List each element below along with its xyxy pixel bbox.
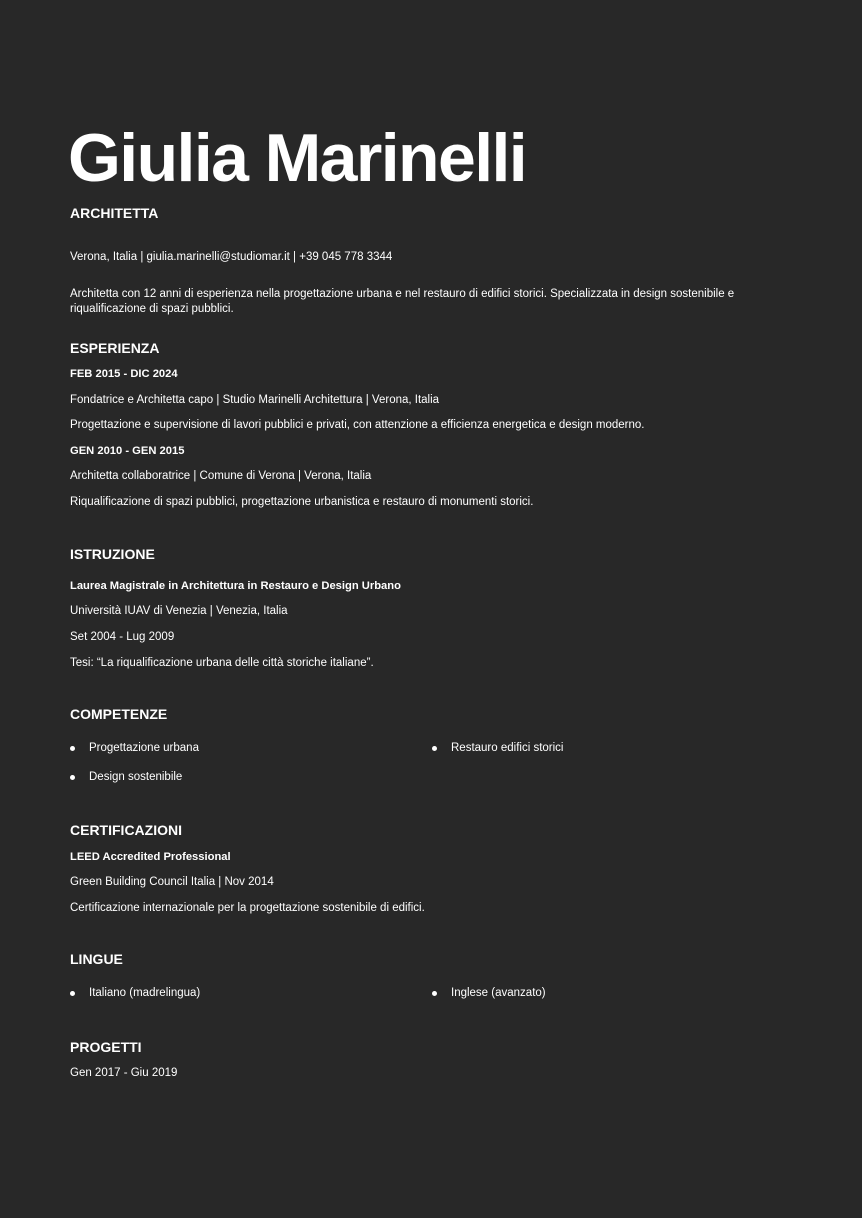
bullet-icon	[70, 775, 75, 780]
skill-label: Restauro edifici storici	[451, 742, 564, 754]
bullet-icon	[70, 991, 75, 996]
bullet-icon	[70, 746, 75, 751]
certifications-heading: CERTIFICAZIONI	[70, 822, 182, 838]
language-label: Italiano (madrelingua)	[89, 987, 201, 999]
experience-period: GEN 2010 - GEN 2015	[70, 445, 185, 457]
education-school: Università IUAV di Venezia | Venezia, Italia	[70, 605, 288, 617]
profile-summary: Architetta con 12 anni di esperienza nella progettazione urbana e nel restauro di edifici storici. Specializzata in design sostenibile e riqualificazione di spazi pubblici.	[70, 288, 735, 315]
experience-role: Fondatrice e Architetta capo | Studio Marinelli Architettura | Verona, Italia	[70, 394, 440, 406]
certification-issuer: Green Building Council Italia | Nov 2014	[70, 876, 274, 888]
candidate-name: Giulia Marinelli	[68, 120, 527, 196]
education-degree: Laurea Magistrale in Architettura in Restauro e Design Urbano	[70, 580, 401, 592]
experience-description: Progettazione e supervisione di lavori pubblici e privati, con attenzione a efficienza energetica e design moderno.	[70, 419, 645, 431]
languages-heading: LINGUE	[70, 951, 123, 967]
skill-label: Progettazione urbana	[89, 742, 199, 754]
contact-info: Verona, Italia | giulia.marinelli@studiomar.it | +39 045 778 3344	[70, 251, 393, 263]
education-period: Set 2004 - Lug 2009	[70, 631, 175, 643]
education-heading: ISTRUZIONE	[70, 546, 155, 562]
experience-description: Riqualificazione di spazi pubblici, progettazione urbanistica e restauro di monumenti storici.	[70, 496, 534, 508]
experience-heading: ESPERIENZA	[70, 340, 160, 356]
experience-role: Architetta collaboratrice | Comune di Verona | Verona, Italia	[70, 470, 372, 482]
job-title: ARCHITETTA	[70, 205, 159, 221]
education-thesis: Tesi: “La riqualificazione urbana delle città storiche italiane”.	[70, 657, 374, 669]
experience-period: FEB 2015 - DIC 2024	[70, 368, 178, 380]
certification-name: LEED Accredited Professional	[70, 851, 231, 863]
skill-label: Design sostenibile	[89, 771, 183, 783]
language-label: Inglese (avanzato)	[451, 987, 546, 999]
project-period: Gen 2017 - Giu 2019	[70, 1067, 178, 1079]
certification-description: Certificazione internazionale per la progettazione sostenibile di edifici.	[70, 902, 425, 914]
skills-heading: COMPETENZE	[70, 706, 168, 722]
projects-heading: PROGETTI	[70, 1039, 142, 1055]
bullet-icon	[432, 746, 437, 751]
bullet-icon	[432, 991, 437, 996]
